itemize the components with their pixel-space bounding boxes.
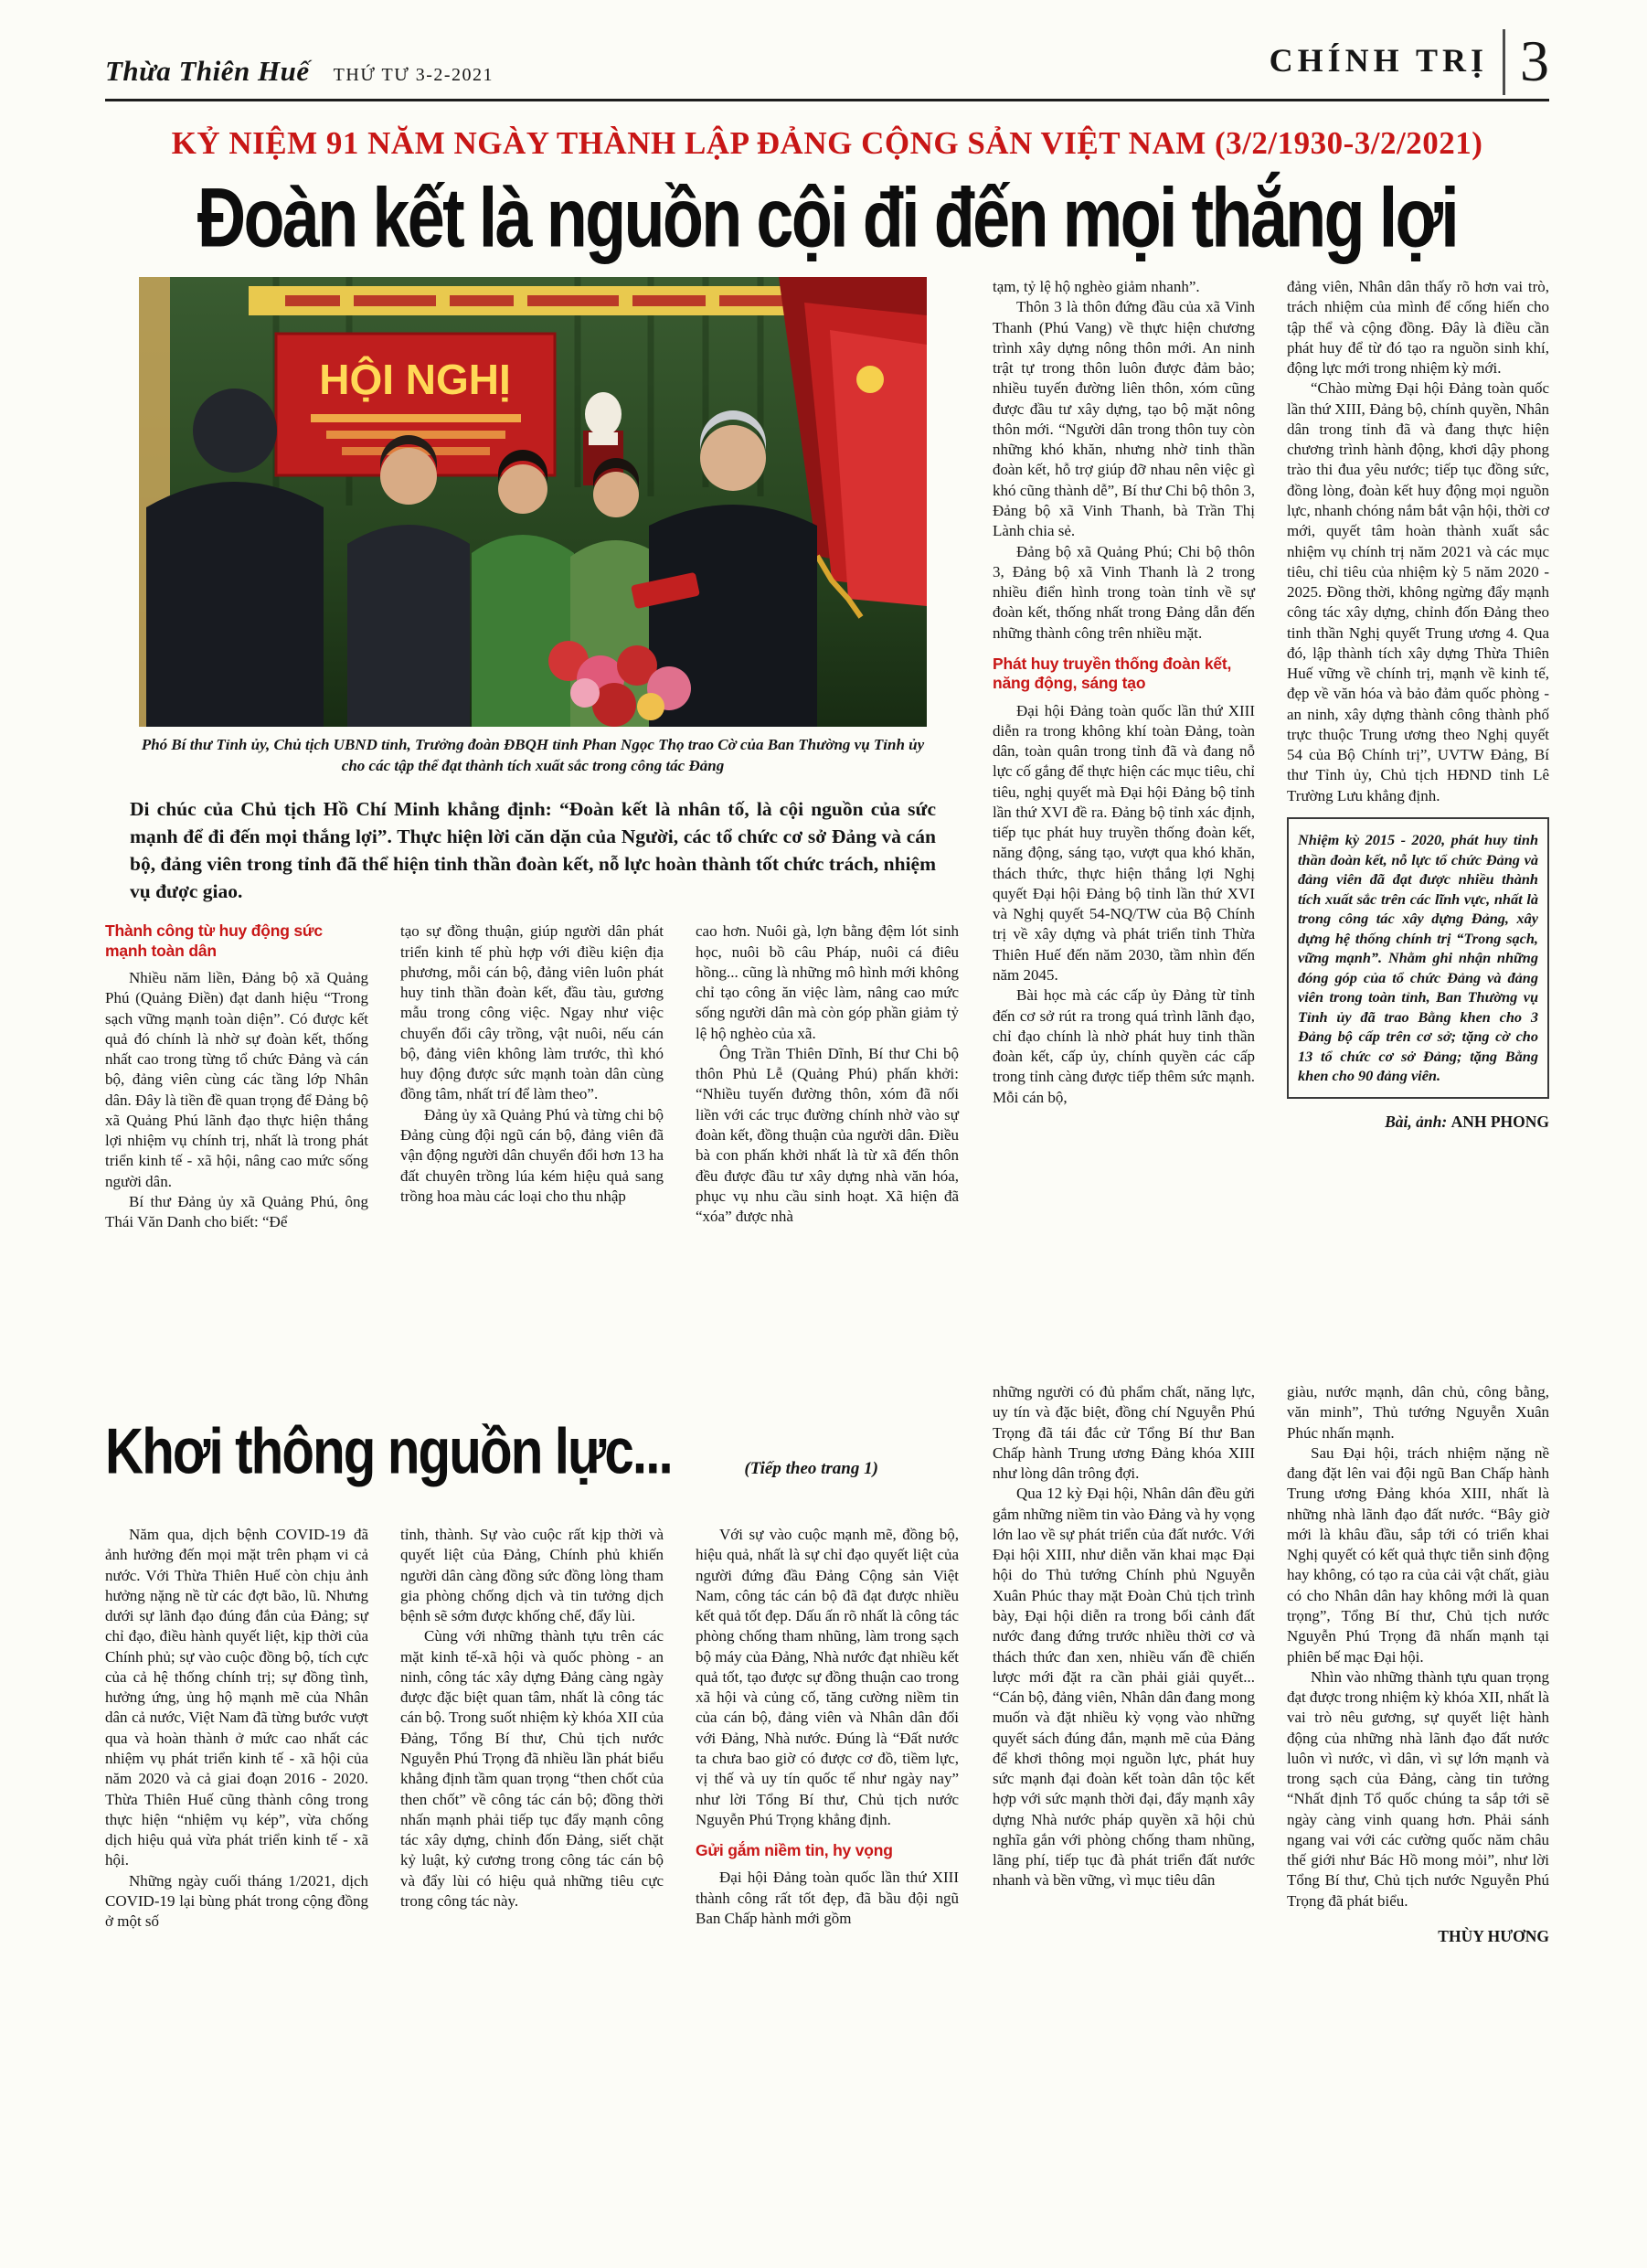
photo-illustration [139, 277, 927, 727]
paragraph: “Chào mừng Đại hội Đảng toàn quốc lần thứ XIII, Đảng bộ, chính quyền, Nhân dân trong tỉnh đã và đang thực hiện chương trình hành động, khơi dậy phong trào thi đua yêu nước; tiếp tục đồng sức, đồng lòng, đoàn kết huy động mọi nguồn lực, nhanh chóng nắm bắt vận hội, thời cơ mới, quyết tâm hoàn thành xuất sắc nhiệm vụ chính trị năm 2021 và các mục tiêu, chỉ tiêu của nhiệm kỳ 5 năm 2020 - 2025. Đồng thời, không ngừng đẩy mạnh công tác xây dựng, chỉnh đốn Đảng theo tinh thần Nghị quyết Trung ương 4. Qua đó, lập thành tích xây dựng Thừa Thiên Huế vững về chính trị, mạnh về kinh tế, đẹp về văn hóa và bảo đảm quốc phòng - an ninh, xây dựng thành công thành phố trực thuộc Trung ương theo Nghị quyết 54 của Bộ Chính trị”, UVTW Đảng, Bí thư Tỉnh ủy, Chủ tịch HĐND tỉnh Lê Trường Lưu khẳng định. [1287, 379, 1549, 804]
subhead-2: Phát huy truyền thống đoàn kết, năng động, sáng tạo [993, 654, 1232, 693]
article1-left-block [105, 277, 961, 1351]
article-main [105, 277, 1549, 1351]
continuation-note: (Tiếp theo trang 1) [744, 1459, 878, 1479]
paragraph: Đại hội Đảng toàn quốc lần thứ XIII diễn ra trong không khí toàn Đảng, toàn dân, toàn quân trong tỉnh đã và đang nỗ lực cố gắng để thực hiện các mục tiêu, chỉ tiêu, nghị quyết mà Đại hội Đảng bộ tỉnh lần thứ XVI đề ra. Đảng bộ tỉnh xác định, tiếp tục phát huy truyền thống đoàn kết, năng động, sáng tạo, vượt qua khó khăn, thách thức, thực hiện thắng lợi Nghị quyết Đại hội Đảng bộ tỉnh lần thứ XVI và Nghị quyết 54-NQ/TW của Bộ Chính trị về xây dựng và phát triển tỉnh Thừa Thiên Huế đến năm 2030, tầm nhìn đến năm 2045. [993, 701, 1255, 985]
article1-column-2 [400, 921, 664, 1232]
paragraph: giàu, nước mạnh, dân chủ, công bằng, văn minh”, Thủ tướng Nguyễn Xuân Phúc nhấn mạnh. [1287, 1383, 1549, 1442]
paragraph: Đảng bộ xã Quảng Phú; Chi bộ thôn 3, Đảng bộ xã Vinh Thanh là 2 trong nhiều điển hình trong toàn tỉnh về sự đoàn kết, thống nhất trong Đảng dẫn đến những thành công trên nhiều mặt. [993, 542, 1255, 642]
article1-column-3 [696, 921, 959, 1232]
article1-column-5 [1287, 277, 1549, 1351]
lead-paragraph: Di chúc của Chủ tịch Hồ Chí Minh khẳng định: “Đoàn kết là nhân tố, là cội nguồn của sức mạnh để đi đến mọi thắng lợi”. Thực hiện lời căn dặn của Người, các tổ chức cơ sở Đảng và cán bộ, đảng viên trong tỉnh đã thể hiện tinh thần đoàn kết, nỗ lực hoàn thành tốt chức trách, nhiệm vụ được giao. [130, 797, 936, 903]
article1-column-4 [993, 277, 1255, 1351]
column-paragraphs [993, 277, 1255, 644]
paragraph: Thôn 3 là thôn đứng đầu của xã Vinh Thanh (Phú Vang) về thực hiện chương trình xây dựng nông thôn mới. An ninh trật tự trong thôn luôn được đảm bảo; nhiều tuyến đường liên thôn, xóm cũng được đầu tư xây dựng, tạo bộ mặt nông thôn mới. “Người dân trong thôn tuy còn những khó khăn, nhưng nhờ tinh thần đoàn kết, hỗ trợ giúp đỡ nhau nên việc gì khó cũng thành dễ”, Bí thư Chi bộ thôn 3, Đảng bộ xã Vinh Thanh, bà Trần Thị Lành chia sẻ. [993, 298, 1255, 540]
column-paragraphs [1287, 277, 1549, 806]
header-divider [1503, 29, 1505, 95]
photo-caption: Phó Bí thư Tỉnh ủy, Chủ tịch UBND tỉnh, Trưởng đoàn ĐBQH tỉnh Phan Ngọc Thọ trao Cờ của Ban Thường vụ Tỉnh ủy cho các tập thể đạt thành tích xuất sắc trong công tác Đảng [141, 736, 925, 775]
page-number: 3 [1520, 28, 1549, 93]
paragraph: Qua 12 kỳ Đại hội, Nhân dân đều gửi gắm những niềm tin vào Đảng và hy vọng lớn lao về sự phát triển của đất nước. Với Đại hội XIII, như diễn văn khai mạc Đại hội do Thủ tướng Chính phủ Nguyễn Xuân Phúc thay mặt Đoàn Chủ tịch trình bày, Đại hội diễn ra trong bối cảnh đất nước đang đứng trước nhiều thời cơ và thách thức đan xen, nhiều vấn đề chiến lược mới đặt ra cần phải giải quyết... “Cán bộ, đảng viên, Nhân dân đang mong muốn và đặt nhiều kỳ vọng vào những quyết sách đúng đắn, mạnh mẽ của Đảng để khơi thông mọi nguồn lực, phát huy sức mạnh đại đoàn kết toàn dân tộc kết hợp với sức mạnh thời đại, đẩy mạnh xây dựng Nhà nước pháp quyền xã hội chủ nghĩa gắn với phòng chống tham nhũng, lãng phí, tiếp tục đà phát triển đất nước nhanh và bền vững, vì mục tiêu dân [993, 1485, 1255, 1890]
paragraph: Năm qua, dịch bệnh COVID-19 đã ảnh hưởng đến mọi mặt trên phạm vi cả nước. Với Thừa Thiên Huế còn chịu ảnh hưởng nặng nề từ các đợt bão, lũ. Nhưng dưới sự lãnh đạo đúng đắn của Đảng; sự chỉ đạo, điều hành quyết liệt, kịp thời của Chính phủ; sự vào cuộc đồng bộ, tích cực của cả hệ thống chính trị; sự đồng tình, hưởng ứng, ủng hộ mạnh mẽ của Nhân dân cả nước, Việt Nam đã từng bước vượt qua và hoàn thành ở mức cao nhất các nhiệm vụ phát triển kinh tế - xã hội của năm 2020 và cả giai đoạn 2016 - 2020. Thừa Thiên Huế cũng thành công trong thực hiện “nhiệm vụ kép”, vừa chống dịch hiệu quả vừa phát triển kinh tế - xã hội. [105, 1526, 368, 1869]
paragraph: Bí thư Đảng ủy xã Quảng Phú, ông Thái Văn Danh cho biết: “Để [105, 1192, 368, 1231]
paragraph: Ông Trần Thiên Dĩnh, Bí thư Chi bộ thôn Phủ Lễ (Quảng Phú) phấn khởi: “Nhiều tuyến đường thôn, xóm đã nối liền với các trục đường chính nhờ vào sự đoàn kết, đồng thuận của người dân. Điều bà con phấn khởi nhất là từ xã đến thôn đều được đầu tư xây dựng nhà văn hóa, phục vụ nhu cầu sinh hoạt. Xã hiện đã “xóa” được nhà [696, 1044, 959, 1226]
paragraph: Với sự vào cuộc mạnh mẽ, đồng bộ, hiệu quả, nhất là sự chỉ đạo quyết liệt của người đứng đầu Đảng Cộng sản Việt Nam, công tác cán bộ đã đạt được nhiều kết quả tốt đẹp. Dấu ấn rõ nhất là công tác phòng chống tham nhũng, làm trong sạch bộ máy của Đảng, Nhà nước đạt nhiều kết quả tốt, tạo được sự đồng thuận cao trong xã hội và củng cố, tăng cường niềm tin của cán bộ, đảng viên và Nhân dân đối với Đảng, Nhà nước. Đúng là “Đất nước ta chưa bao giờ có được cơ đồ, tiềm lực, vị thế và uy tín quốc tế như ngày nay” như lời Tổng Bí thư, Chủ tịch nước Nguyễn Phú Trọng khẳng định. [696, 1526, 959, 1828]
paragraph: Bài học mà các cấp ủy Đảng từ tỉnh đến cơ sở rút ra trong quá trình lãnh đạo, chỉ đạo chính là nhờ phát huy tinh thần đoàn kết, cấp ủy, chính quyền các cấp trong tỉnh càng được tiếp thêm sức mạnh. Mỗi cán bộ, [993, 986, 1255, 1106]
paragraph: những người có đủ phẩm chất, năng lực, uy tín và đặc biệt, đồng chí Nguyễn Phú Trọng đã tái đắc cử Tổng Bí thư Ban Chấp hành Trung ương Đảng khóa XIII như lòng dân trông đợi. [993, 1383, 1255, 1483]
highlight-box: Nhiệm kỳ 2015 - 2020, phát huy tinh thần đoàn kết, nỗ lực tổ chức Đảng và đảng viên đã đạt được nhiều thành tích xuất sắc trên các lĩnh vực, nhất là trong công tác xây dựng Đảng, xây dựng hệ thống chính trị “Trong sạch, vững mạnh”. Nhằm ghi nhận những đóng góp của tổ chức Đảng và đảng viên trong toàn tỉnh, Ban Thường vụ Tỉnh ủy đã trao Bằng khen cho 3 Đảng bộ cấp trên cơ sở; tặng cờ cho 13 tổ chức cơ sở Đảng; tặng Bằng khen cho 90 đảng viên. [1287, 817, 1549, 1099]
paragraph: Nhiều năm liền, Đảng bộ xã Quảng Phú (Quảng Điền) đạt danh hiệu “Trong sạch vững mạnh toàn diện”. Có được kết quả đó chính là nhờ sự đoàn kết, thống nhất cao trong từng tổ chức Đảng và cán bộ, đảng viên cùng các tầng lớp Nhân dân. Đây là tiền đề quan trọng để Đảng bộ xã Quảng Phú lãnh đạo thực hiện thắng lợi nhiệm vụ chính trị, nhất là trong phát triển kinh tế - xã hội, nâng cao mức sống người dân. [105, 969, 368, 1190]
article2-titlebar [105, 1382, 961, 1488]
column-paragraphs [696, 1525, 959, 1830]
paragraph: Những ngày cuối tháng 1/2021, dịch COVID-19 lại bùng phát trong cộng đồng ở một số [105, 1871, 368, 1931]
main-headline: Đoàn kết là nguồn cội đi đến mọi thắng lợi [197, 171, 1458, 265]
paragraph: Cùng với những thành tựu trên các mặt kinh tế-xã hội và quốc phòng - an ninh, công tác xây dựng Đảng càng ngày được đặc biệt quan tâm, nhất là công tác cán bộ. Trong suốt nhiệm kỳ khóa XII của Đảng, Tổng Bí thư, Chủ tịch nước Nguyễn Phú Trọng đã nhiều lần phát biểu khẳng định tầm quan trọng “then chốt của then chốt” về công tác cán bộ; đồng thời nhấn mạnh phải tiếp tục đẩy mạnh công tác xây dựng, chỉnh đốn Đảng, siết chặt kỷ luật, kỷ cương trong công tác cán bộ và đẩy lùi có hiệu quả những tiêu cực trong công tác này. [400, 1627, 664, 1910]
article-continued [105, 1382, 1549, 1947]
paragraph: Nhìn vào những thành tựu quan trọng đạt được trong nhiệm kỳ khóa XII, nhất là vai trò nêu gương, sự quyết liệt hành động của những nhà lãnh đạo đất nước luôn vì nước, vì dân, vì sự lớn mạnh và trong sạch của Đảng, càng tin tưởng “Nhất định Tổ quốc chúng ta sắp tới sẽ ngày càng vinh quang hơn. Phải sánh ngang vai với các cường quốc năm châu thế giới như Bác Hồ mong mỏi”, như lời Tổng Bí thư, Chủ tịch nước Nguyễn Phú Trọng đã phát biểu. [1287, 1667, 1549, 1910]
column-paragraphs [400, 921, 664, 1207]
subhead-1: Thành công từ huy động sức mạnh toàn dân [105, 921, 323, 960]
header-rule [105, 99, 1549, 101]
article2-title: Khơi thông nguồn lực... [105, 1415, 672, 1488]
article2-column-2 [400, 1525, 664, 1932]
article2-column-4 [993, 1382, 1255, 1947]
column-paragraphs [696, 1868, 959, 1929]
column-paragraphs [1287, 1382, 1549, 1911]
paragraph: tạo sự đồng thuận, giúp người dân phát triển kinh tế phù hợp với điều kiện địa phương, mỗi cán bộ, đảng viên luôn phát huy tinh thần đoàn kết, đầu tàu, gương mẫu trong công việc. Ngay như việc chuyển đổi cây trồng, vật nuôi, nếu cán bộ, đảng viên không làm trước, thì khó huy động được sức mạnh toàn dân cùng đồng tâm, nhất trí để làm theo”. [400, 922, 664, 1103]
column-paragraphs [400, 1525, 664, 1911]
photo-frame [139, 277, 927, 727]
byline-name: ANH PHONG [1450, 1112, 1549, 1131]
column-paragraphs [105, 968, 368, 1232]
article2-column-5 [1287, 1382, 1549, 1947]
article2-left-block [105, 1382, 961, 1947]
article2-column-3 [696, 1525, 959, 1932]
paragraph: Đại hội Đảng toàn quốc lần thứ XIII thành công rất tốt đẹp, đã bầu đội ngũ Ban Chấp hành mới gồm [696, 1869, 959, 1927]
article2-column-1 [105, 1525, 368, 1932]
section-name: CHÍNH TRỊ [1269, 42, 1488, 79]
anniversary-kicker: KỶ NIỆM 91 NĂM NGÀY THÀNH LẬP ĐẢNG CỘNG SẢN VIỆT NAM (3/2/1930-3/2/2021) [171, 125, 1483, 161]
subhead-3: Gửi gắm niềm tin, hy vọng [696, 1841, 893, 1860]
masthead: Thừa Thiên Huế [105, 55, 310, 87]
byline-prefix: Bài, ảnh: [1385, 1112, 1448, 1131]
paragraph: tỉnh, thành. Sự vào cuộc rất kịp thời và quyết liệt của Đảng, Chính phủ khiến người dân càng đồng sức đồng lòng tham gia phòng chống dịch và tin tưởng dịch bệnh sẽ sớm được khống chế, đẩy lùi. [400, 1526, 664, 1625]
paragraph: Đảng ủy xã Quảng Phú và từng chi bộ Đảng cùng đội ngũ cán bộ, đảng viên đã vận động người dân chuyển đổi hơn 13 ha đất chuyên trồng lúa kém hiệu quả sang trồng hoa màu các loại cho thu nhập [400, 1105, 664, 1205]
paragraph: đảng viên, Nhân dân thấy rõ hơn vai trò, trách nhiệm của mình để cống hiến cho tập thể và cộng đồng. Đây là điều cần phát huy để từ đó tạo ra nguồn sinh khí, động lực mới trong nhiệm kỳ mới. [1287, 278, 1549, 378]
column-paragraphs [696, 921, 959, 1227]
column-paragraphs [993, 1382, 1255, 1891]
column-paragraphs [993, 701, 1255, 1108]
issue-date: THỨ TƯ 3-2-2021 [333, 65, 494, 85]
header-right [1270, 29, 1549, 95]
page-header [105, 27, 1549, 95]
column-paragraphs [105, 1525, 368, 1932]
banner-text: HỘI NGHỊ [319, 356, 511, 404]
paragraph: cao hơn. Nuôi gà, lợn bằng đệm lót sinh học, nuôi bồ câu Pháp, nuôi cá điêu hồng... cũng là những mô hình mới không chỉ tạo công ăn việc làm, nâng cao mức sống người dân mà còn góp phần giảm tỷ lệ hộ nghèo của xã. [696, 922, 959, 1042]
article1-columns [105, 921, 961, 1232]
article2-byline: THÙY HƯƠNG [1438, 1927, 1549, 1945]
paragraph: Sau Đại hội, trách nhiệm nặng nề đang đặt lên vai đội ngũ Ban Chấp hành Trung ương Đảng khóa XIII, nhất là những nhà lãnh đạo đất nước. “Bây giờ mới là khâu đầu, sắp tới có triển khai Nghị quyết có kết quả thực tiễn sinh động hay không, có tạo ra của cải vật chất, giàu có cho Nhân dân hay không mới là quan trọng”, Tổng Bí thư, Chủ tịch nước Nguyễn Phú Trọng đã nhấn mạnh tại phiên bế mạc Đại hội. [1287, 1443, 1549, 1666]
paragraph: tạm, tỷ lệ hộ nghèo giảm nhanh”. [993, 278, 1200, 296]
header-left [105, 55, 494, 95]
article1-column-1 [105, 921, 368, 1232]
article2-columns [105, 1525, 961, 1932]
article-photo [105, 277, 961, 777]
article1-byline [1287, 1112, 1549, 1133]
